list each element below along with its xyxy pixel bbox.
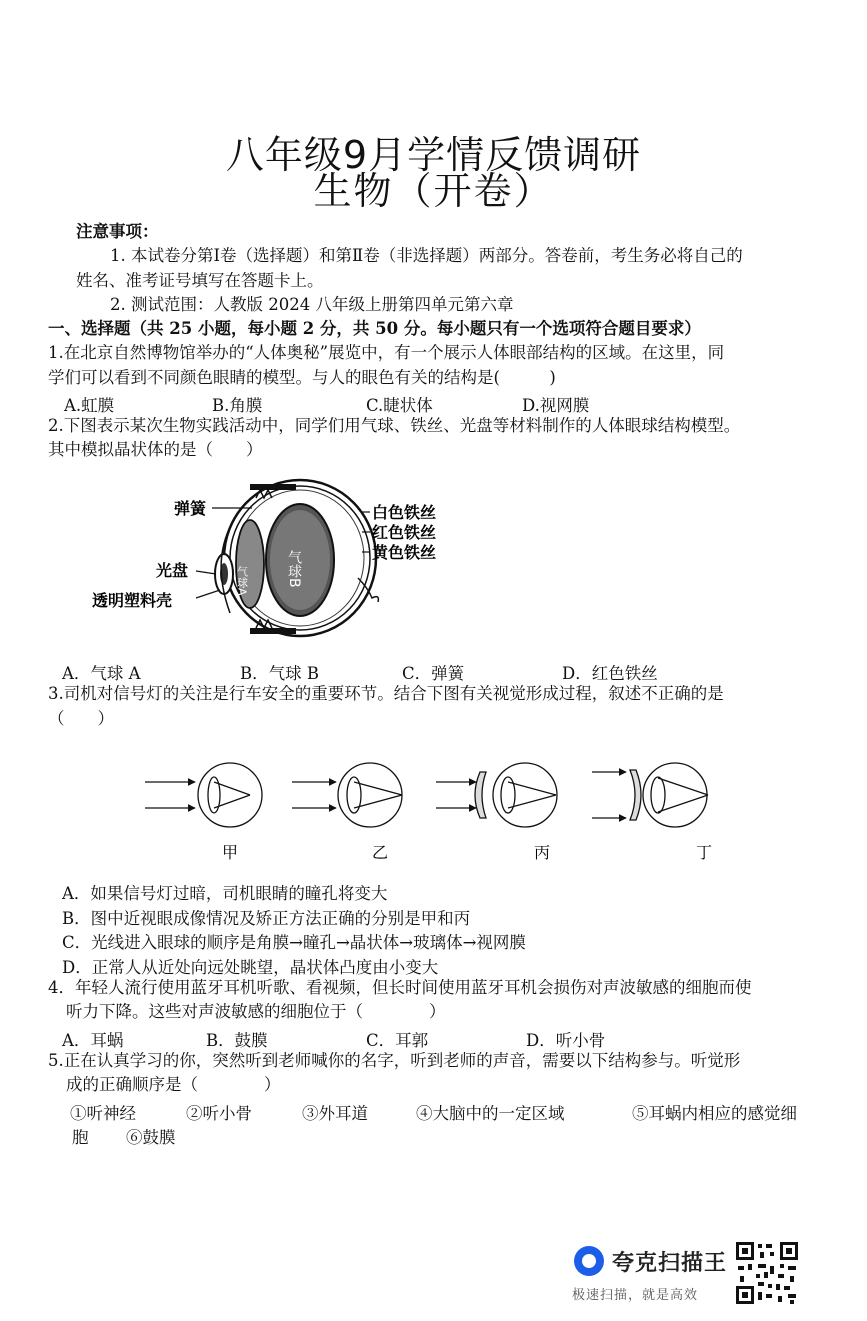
qr-code-icon [734, 1240, 800, 1306]
diagram-jia [145, 763, 262, 827]
q1-option-a: A.虹膜 [64, 396, 115, 415]
q5-item-6: ⑥鼓膜 [126, 1128, 176, 1147]
question-1-line-2: 学们可以看到不同颜色眼睛的模型。与人的眼色有关的结构是( ) [48, 368, 556, 387]
notice-item-1-line-1: 1. 本试卷分第Ⅰ卷（选择题）和第Ⅱ卷（非选择题）两部分。答卷前，考生务必将自己的 [110, 246, 743, 265]
scanner-watermark [572, 1244, 734, 1303]
question-4-line-2: 听力下降。这些对声波敏感的细胞位于（ ） [66, 1002, 446, 1021]
q4-option-a: A．耳蜗 [62, 1031, 124, 1050]
vision-diagrams [140, 760, 740, 870]
label-yellow-wire: 黄色铁丝 [372, 543, 437, 562]
brand-name: 夸克扫描王 [612, 1251, 728, 1276]
label-jia: 甲 [222, 843, 239, 862]
exam-title: 八年级9月学情反馈调研 [225, 133, 642, 177]
q2-option-b: B．气球 B [240, 664, 319, 683]
q5-item-5-cont: 胞 [72, 1128, 89, 1147]
brand-slogan: 极速扫描，就是高效 [572, 1288, 699, 1303]
label-balloon-b: 气球B [286, 550, 302, 588]
q3-option-d: D．正常人从近处向远处眺望，晶状体凸度由小变大 [62, 958, 439, 977]
q2-option-a: A．气球 A [62, 664, 141, 683]
q1-option-c: C.睫状体 [366, 396, 433, 415]
notice-item-1-line-2: 姓名、准考证号填写在答题卡上。 [76, 271, 324, 290]
question-5-line-1: 5.正在认真学习的你，突然听到老师喊你的名字，听到老师的声音，需要以下结构参与。听觉形 [48, 1051, 741, 1070]
label-balloon-a: 气球A [235, 566, 249, 596]
quark-logo-icon [574, 1246, 604, 1276]
q1-option-d: D.视网膜 [522, 396, 590, 415]
exam-subtitle: 生物（开卷） [313, 169, 554, 213]
q4-option-b: B．鼓膜 [206, 1031, 268, 1050]
q3-option-a: A．如果信号灯过暗，司机眼睛的瞳孔将变大 [62, 884, 388, 903]
label-ding: 丁 [696, 843, 713, 862]
diagram-yi [292, 763, 402, 827]
scan-artifact [270, 197, 615, 215]
notice-item-2: 2. 测试范围：人教版 2024 八年级上册第四单元第六章 [110, 295, 514, 314]
q3-option-b: B．图中近视眼成像情况及矫正方法正确的分别是甲和丙 [62, 909, 471, 928]
q3-option-c: C．光线进入眼球的顺序是角膜→瞳孔→晶状体→玻璃体→视网膜 [62, 933, 526, 952]
question-2-line-2: 其中模拟晶状体的是（ ） [48, 440, 263, 459]
label-red-wire: 红色铁丝 [372, 523, 437, 542]
diagram-bing [436, 763, 557, 827]
q5-item-2: ②听小骨 [186, 1104, 252, 1123]
q5-item-5: ⑤耳蜗内相应的感觉细 [632, 1104, 797, 1123]
eye-model-figure [90, 478, 460, 648]
q5-item-1: ①听神经 [70, 1104, 136, 1123]
question-3-line-2: （ ） [48, 709, 114, 728]
question-1-line-1: 1.在北京自然博物馆举办的“人体奥秘”展览中，有一个展示人体眼部结构的区域。在这里，同 [48, 343, 725, 362]
q4-option-d: D．听小骨 [526, 1031, 606, 1050]
label-bing: 丙 [534, 843, 551, 862]
label-disc: 光盘 [156, 561, 189, 580]
label-white-wire: 白色铁丝 [372, 503, 437, 522]
q5-item-4: ④大脑中的一定区域 [416, 1104, 565, 1123]
question-3-line-1: 3.司机对信号灯的关注是行车安全的重要环节。结合下图有关视觉形成过程，叙述不正确的是 [48, 684, 724, 703]
label-shell: 透明塑料壳 [92, 591, 173, 610]
question-2-line-1: 2.下图表示某次生物实践活动中，同学们用气球、铁丝、光盘等材料制作的人体眼球结构模型。 [48, 416, 741, 435]
q2-option-c: C．弹簧 [402, 664, 465, 683]
q1-option-b: B.角膜 [212, 396, 263, 415]
question-4-line-1: 4．年轻人流行使用蓝牙耳机听歌、看视频，但长时间使用蓝牙耳机会损伤对声波敏感的细胞而使 [48, 978, 752, 997]
label-yi: 乙 [372, 843, 389, 862]
label-spring: 弹簧 [174, 499, 207, 518]
section-heading: 一、选择题（共 25 小题，每小题 2 分，共 50 分。每小题只有一个选项符合题目要求） [48, 319, 701, 338]
q4-option-c: C．耳郭 [366, 1031, 429, 1050]
q5-item-3: ③外耳道 [302, 1104, 368, 1123]
notice-heading: 注意事项： [76, 222, 159, 241]
diagram-ding [592, 763, 708, 827]
question-5-line-2: 成的正确顺序是（ ） [66, 1075, 281, 1094]
q2-option-d: D．红色铁丝 [562, 664, 658, 683]
